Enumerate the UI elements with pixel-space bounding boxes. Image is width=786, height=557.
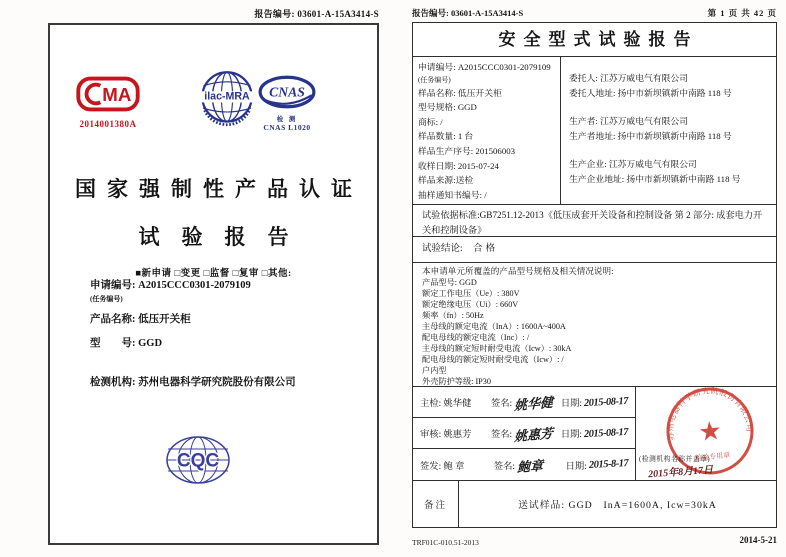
sample-line: 样品数量: 1 台 xyxy=(418,131,474,142)
svg-text:CNAS: CNAS xyxy=(269,84,305,100)
signature-label: 签名: xyxy=(493,461,515,472)
reviewer-row xyxy=(413,418,635,449)
product-name-value: 低压开关柜 xyxy=(138,314,191,325)
chief-inspector-name: 主检: 姚华健 xyxy=(420,399,472,410)
product-spec-line: 产品型号: GGD xyxy=(422,278,477,287)
sample-line: 样品生产序号: 201506003 xyxy=(418,145,516,156)
approver-row xyxy=(413,449,635,479)
stamp-instruction-note: (检测机构名称并盖章) xyxy=(639,455,711,463)
reviewer-signature: 姚惠芳 xyxy=(514,425,554,444)
svg-text:MA: MA xyxy=(102,84,132,106)
application-number-field xyxy=(90,277,360,292)
testing-agency-label: 检测机构: xyxy=(90,377,136,388)
manufacturer-group xyxy=(569,157,768,187)
chief-inspector-row xyxy=(413,387,635,418)
cma-number: 2014001380A xyxy=(79,119,137,129)
reviewer-name: 审核: 姚惠芳 xyxy=(420,430,472,441)
right-report-number-value: 03601-A-15A3414-S xyxy=(450,8,524,18)
sample-line: 申请编号: A2015CCC0301-2079109 xyxy=(418,62,551,72)
sample-info-cell xyxy=(413,57,561,204)
sample-line: 抽样通知书编号: / xyxy=(418,189,487,200)
stamp-circle-text: 苏州电器科学研究院股份有限公司 xyxy=(665,386,755,442)
testing-agency-field xyxy=(90,374,360,389)
application-type-checkboxes: ■新申请 □变更 □监督 □复审 □其他: xyxy=(135,269,292,279)
test-conclusion-row xyxy=(413,237,776,263)
remark-label: 备注 xyxy=(413,481,459,527)
remark-content: 送试样品: GGD InA=1600A, Icw=30kA xyxy=(518,499,717,511)
agency-stamp-cell xyxy=(636,387,776,480)
svg-text:ilac-MRA: ilac-MRA xyxy=(204,90,250,103)
product-spec-line: 主母线的额定短时耐受电流（Icw）: 30kA xyxy=(422,344,572,353)
approver-name: 签发: 鲍 章 xyxy=(420,461,465,472)
producer-line: 生产者: 江苏万威电气有限公司 xyxy=(569,116,689,126)
signature-section xyxy=(413,387,776,481)
producer-group xyxy=(569,114,768,144)
approver-date: 2015-8-17 xyxy=(588,458,629,472)
signature-label: 签名: xyxy=(490,399,513,410)
model-value: GGD xyxy=(138,338,163,349)
product-spec-header: 本申请单元所覆盖的产品型号规格及相关情况说明: xyxy=(422,266,614,276)
product-spec-line: 额定工作电压（Ue）: 380V xyxy=(422,289,520,298)
product-spec-line: 主母线的额定电流（InA）: 1600A~400A xyxy=(422,322,566,331)
left-report-number xyxy=(48,7,379,20)
model-field xyxy=(90,335,360,350)
application-number-value: A2015CCC0301-2079109 xyxy=(138,280,251,291)
product-spec-line: 配电母线的额定电流（Inc）: / xyxy=(422,333,530,342)
product-spec-line: 频率（fn）: 50Hz xyxy=(422,311,484,320)
party-info-cell xyxy=(561,57,776,204)
certification-title: 国家强制性产品认证 xyxy=(75,177,363,201)
stamp-banner-text: 检验专用章 xyxy=(694,451,731,463)
ilac-mra-logo xyxy=(199,69,255,132)
stamp-handwritten-date: 2015年8月17日 xyxy=(647,464,714,480)
page-indicator: 第 1 页 共 42 页 xyxy=(707,8,777,18)
sample-line: 型号规格: GGD xyxy=(418,102,477,113)
date-label: 日期: xyxy=(565,461,587,472)
sample-line: 商标: / xyxy=(418,116,443,127)
cnas-ellipse-icon xyxy=(258,75,316,109)
chief-inspector-signature: 姚华健 xyxy=(514,394,554,413)
cma-mark-icon xyxy=(75,75,141,113)
approver-signature: 鲍章 xyxy=(516,457,544,476)
product-spec-line: 外壳防护等级: IP30 xyxy=(422,377,491,386)
test-report-table xyxy=(412,22,777,528)
stamp-star-icon: ★ xyxy=(696,415,724,448)
right-report-number-label: 报告编号: xyxy=(412,8,449,18)
sample-line: 收样日期: 2015-07-24 xyxy=(418,160,499,171)
left-report-number-label: 报告编号: xyxy=(254,9,295,19)
sample-line: 样品来源:送检 xyxy=(418,175,474,186)
manufacturer-address-line: 生产企业地址: 扬中市新坝镇新中南路 118 号 xyxy=(569,174,741,184)
product-spec-line: 额定绝缘电压（Ui）: 660V xyxy=(422,300,519,309)
cnas-accreditation-number: CNAS L1020 xyxy=(263,123,311,132)
svg-text:CQC: CQC xyxy=(176,450,220,472)
product-spec-row xyxy=(413,263,776,387)
left-report-number-value: 03601-A-15A3414-S xyxy=(297,9,379,19)
producer-address-line: 生产者地址: 扬中市新坝镇新中南路 118 号 xyxy=(569,131,732,141)
product-spec-line: 配电母线的额定短时耐受电流（Icw）: / xyxy=(422,355,564,364)
consignor-address-line: 委托人地址: 扬中市新坝镇新中南路 118 号 xyxy=(569,88,732,98)
reviewer-date: 2015-08-17 xyxy=(583,426,629,440)
cma-logo xyxy=(75,75,141,129)
test-standard-row: 试验依据标准:GB7251.12-2013《低压成套开关设备和控制设备 第 2 部分: 成套电力开关和控制设备》 xyxy=(413,205,776,237)
report-main-title: 安全型式试验报告 xyxy=(413,23,776,57)
conclusion-label: 试验结论: xyxy=(422,244,463,254)
manufacturer-line: 生产企业: 江苏万威电气有限公司 xyxy=(569,159,697,169)
cover-fields xyxy=(90,277,360,398)
sample-line: 样品名称: 低压开关柜 xyxy=(418,87,502,98)
signature-rows xyxy=(413,387,636,480)
product-name-field xyxy=(90,311,360,326)
cqc-globe-icon xyxy=(165,435,231,485)
testing-agency-value: 苏州电器科学研究院股份有限公司 xyxy=(138,377,296,388)
product-spec-line: 户内型 xyxy=(422,366,447,375)
report-title: 试验报告 xyxy=(138,225,311,249)
cqc-logo xyxy=(165,435,231,490)
chief-inspector-date: 2015-08-17 xyxy=(583,395,629,409)
application-number-label: 申请编号: xyxy=(90,280,136,291)
form-date: 2014-5-21 xyxy=(739,535,777,545)
consignor-line: 委托人: 江苏万威电气有限公司 xyxy=(569,73,689,83)
sample-line: (任务编号) xyxy=(418,75,451,84)
model-label: 型 号: xyxy=(90,338,136,349)
date-label: 日期: xyxy=(560,399,582,410)
cnas-jiance-label: 检 测 xyxy=(276,116,298,123)
sample-and-party-info-row xyxy=(413,57,776,205)
form-code: TRF01C-010.51-2013 xyxy=(412,538,479,547)
consignor-group xyxy=(569,71,768,101)
ilac-mra-globe-icon xyxy=(199,69,255,127)
task-number-note: (任务编号) xyxy=(90,295,123,303)
conclusion-value: 合格 xyxy=(473,244,499,254)
date-label: 日期: xyxy=(560,430,582,441)
signature-label: 签名: xyxy=(490,430,513,441)
product-name-label: 产品名称: xyxy=(90,314,136,325)
remark-row xyxy=(413,481,776,527)
left-page-cover xyxy=(48,23,379,545)
cnas-logo xyxy=(258,75,316,132)
